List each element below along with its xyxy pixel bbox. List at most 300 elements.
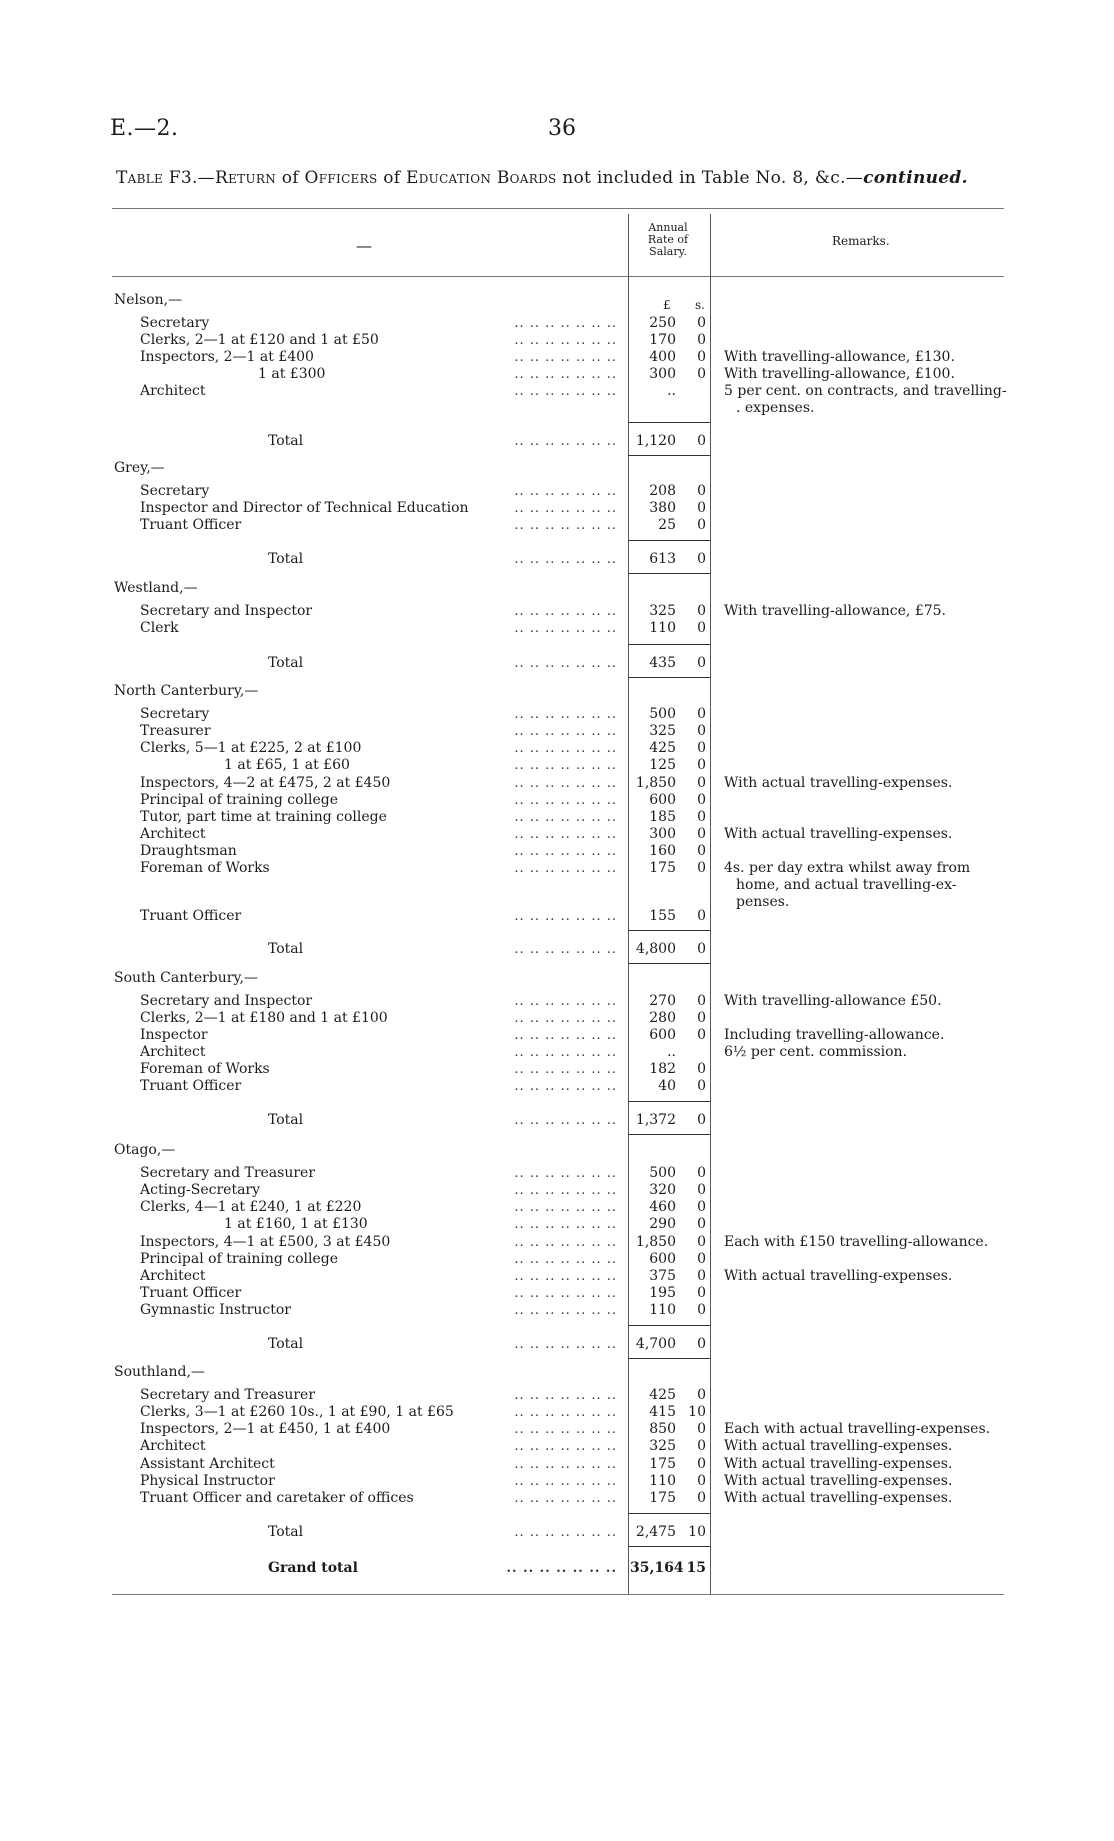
- leader-dots: .. .. .. .. .. .. ..: [514, 909, 617, 924]
- leader-dots: .. .. .. .. .. .. ..: [514, 741, 617, 756]
- salary-pounds: 1,850: [635, 1234, 676, 1250]
- total-row: [0, 941, 1114, 958]
- table-row: [0, 740, 1114, 757]
- leader-dots: .. .. .. .. .. .. ..: [514, 1337, 617, 1352]
- title-continued: continued.: [863, 168, 968, 188]
- officer-label: Clerks, 2—1 at £180 and 1 at £100: [140, 1010, 388, 1026]
- total-shillings: 0: [697, 1336, 706, 1352]
- salary-pounds: 175: [649, 1456, 676, 1472]
- section-heading: Nelson,—: [114, 292, 183, 308]
- remark: With actual travelling-expenses.: [724, 1456, 953, 1472]
- leader-dots: .. .. .. .. .. .. ..: [514, 434, 617, 449]
- total-rule: [628, 1325, 710, 1326]
- leader-dots: .. .. .. .. .. .. ..: [514, 1303, 617, 1318]
- salary-shillings: 0: [697, 483, 706, 499]
- leader-dots: .. .. .. .. .. .. ..: [514, 844, 617, 859]
- remark: With actual travelling-expenses.: [724, 775, 953, 791]
- total-rule: [628, 677, 710, 678]
- remark: With travelling-allowance, £75.: [724, 603, 946, 619]
- table-bottom-rule: [112, 1594, 1004, 1595]
- salary-pounds: 600: [649, 1251, 676, 1267]
- total-rule: [628, 1101, 710, 1102]
- salary-pounds: 600: [649, 1027, 676, 1043]
- salary-pounds: 375: [649, 1268, 676, 1284]
- leader-dots: .. .. .. .. .. .. ..: [514, 776, 617, 791]
- header-salary-line-2: Rate of: [647, 233, 689, 246]
- title-education-boards: Education Boards: [406, 168, 557, 188]
- table-row: [0, 603, 1114, 620]
- header-top-rule: [112, 208, 1004, 209]
- leader-dots: .. .. .. .. .. .. ..: [514, 333, 617, 348]
- table-row: [0, 500, 1114, 517]
- table-row: [0, 826, 1114, 843]
- leader-dots: .. .. .. .. .. .. ..: [514, 1062, 617, 1077]
- salary-shillings: 0: [697, 843, 706, 859]
- salary-shillings: 0: [697, 349, 706, 365]
- salary-shillings: 0: [697, 1387, 706, 1403]
- salary-shillings: 0: [697, 826, 706, 842]
- remark: Including travelling-allowance.: [724, 1027, 945, 1043]
- leader-dots: .. .. .. .. .. .. ..: [506, 1561, 617, 1576]
- leader-dots: .. .. .. .. .. .. ..: [514, 384, 617, 399]
- leader-dots: .. .. .. .. .. .. ..: [514, 484, 617, 499]
- salary-pounds: 415: [649, 1404, 676, 1420]
- salary-shillings: 0: [697, 908, 706, 924]
- leader-dots: .. .. .. .. .. .. ..: [514, 1217, 617, 1232]
- officer-label: Secretary and Inspector: [140, 993, 313, 1009]
- officer-label: Clerks, 2—1 at £120 and 1 at £50: [140, 332, 379, 348]
- salary-shillings: 0: [697, 1216, 706, 1232]
- total-shillings: 0: [697, 551, 706, 567]
- table-row: [0, 315, 1114, 332]
- salary-pounds: 195: [649, 1285, 676, 1301]
- leader-dots: .. .. .. .. .. .. ..: [514, 350, 617, 365]
- officer-label: Truant Officer: [140, 908, 242, 924]
- salary-pounds: 300: [649, 366, 676, 382]
- table-row: [0, 1044, 1114, 1061]
- officer-label: Architect: [140, 826, 206, 842]
- leader-dots: .. .. .. .. .. .. ..: [514, 827, 617, 842]
- table-row: [0, 1456, 1114, 1473]
- table-row: [0, 775, 1114, 792]
- total-pounds: 1,120: [635, 433, 676, 449]
- document-reference: E.—2.: [110, 116, 179, 141]
- salary-pounds: ..: [667, 383, 676, 399]
- salary-pounds: 185: [649, 809, 676, 825]
- salary-shillings: 0: [697, 620, 706, 636]
- table-row: [0, 1421, 1114, 1438]
- total-label: Total: [268, 1336, 304, 1352]
- table-row: [0, 1490, 1114, 1507]
- officer-label: Architect: [140, 1438, 206, 1454]
- remark: With actual travelling-expenses.: [724, 826, 953, 842]
- salary-shillings: 0: [697, 315, 706, 331]
- remark: With travelling-allowance, £130.: [724, 349, 955, 365]
- officer-label: Foreman of Works: [140, 1061, 270, 1077]
- total-pounds: 435: [649, 655, 676, 671]
- leader-dots: .. .. .. .. .. .. ..: [514, 656, 617, 671]
- remark: With actual travelling-expenses.: [724, 1490, 953, 1506]
- officer-label: Assistant Architect: [140, 1456, 275, 1472]
- salary-pounds: 110: [649, 620, 676, 636]
- salary-shillings: 0: [697, 860, 706, 876]
- total-rule: [628, 455, 710, 456]
- salary-shillings: 0: [697, 1234, 706, 1250]
- salary-shillings: 0: [697, 1078, 706, 1094]
- salary-shillings: 0: [697, 809, 706, 825]
- leader-dots: .. .. .. .. .. .. ..: [514, 1252, 617, 1267]
- salary-shillings: 10: [688, 1404, 706, 1420]
- leader-dots: .. .. .. .. .. .. ..: [514, 518, 617, 533]
- leader-dots: .. .. .. .. .. .. ..: [514, 367, 617, 382]
- total-row: [0, 551, 1114, 568]
- remark: With actual travelling-expenses.: [724, 1268, 953, 1284]
- salary-shillings: 0: [697, 500, 706, 516]
- total-label: Total: [268, 433, 304, 449]
- total-shillings: 10: [688, 1524, 706, 1540]
- header-first-column: —: [356, 236, 372, 255]
- leader-dots: .. .. .. .. .. .. ..: [514, 1045, 617, 1060]
- salary-pounds: 460: [649, 1199, 676, 1215]
- table-row: [0, 517, 1114, 534]
- table-row: [0, 1182, 1114, 1199]
- remark: With actual travelling-expenses.: [724, 1473, 953, 1489]
- officer-label: Acting-Secretary: [140, 1182, 261, 1198]
- leader-dots: .. .. .. .. .. .. ..: [514, 1028, 617, 1043]
- total-shillings: 0: [697, 433, 706, 449]
- salary-shillings: 0: [697, 1268, 706, 1284]
- total-rule: [628, 573, 710, 574]
- grand-total-row: [0, 1560, 1114, 1577]
- leader-dots: .. .. .. .. .. .. ..: [514, 1183, 617, 1198]
- leader-dots: .. .. .. .. .. .. ..: [514, 1388, 617, 1403]
- total-row: [0, 1336, 1114, 1353]
- salary-shillings: 0: [697, 603, 706, 619]
- salary-pounds: 25: [658, 517, 676, 533]
- header-salary-line-3: Salary.: [649, 245, 687, 258]
- salary-pounds: 160: [649, 843, 676, 859]
- officer-label: Secretary: [140, 706, 210, 722]
- salary-shillings: 0: [697, 775, 706, 791]
- officer-label: Gymnastic Instructor: [140, 1302, 291, 1318]
- leader-dots: .. .. .. .. .. .. ..: [514, 1269, 617, 1284]
- total-row: [0, 655, 1114, 672]
- remark-continuation: penses.: [736, 894, 790, 910]
- title-return: Return: [214, 168, 276, 188]
- leader-dots: .. .. .. .. .. .. ..: [514, 861, 617, 876]
- leader-dots: .. .. .. .. .. .. ..: [514, 724, 617, 739]
- leader-dots: .. .. .. .. .. .. ..: [514, 707, 617, 722]
- officer-label: Architect: [140, 1268, 206, 1284]
- salary-pounds: 400: [649, 349, 676, 365]
- salary-shillings: 0: [697, 1010, 706, 1026]
- section-heading: Grey,—: [114, 460, 165, 476]
- table-title: [116, 168, 968, 188]
- officer-label: Clerks, 5—1 at £225, 2 at £100: [140, 740, 362, 756]
- officer-label: Truant Officer and caretaker of offices: [140, 1490, 414, 1506]
- section-heading: South Canterbury,—: [114, 970, 258, 986]
- salary-pounds: 425: [649, 740, 676, 756]
- total-pounds: 2,475: [635, 1524, 676, 1540]
- salary-shillings: 0: [697, 1490, 706, 1506]
- officer-label: Architect: [140, 383, 206, 399]
- salary-pounds: 325: [649, 723, 676, 739]
- remark: 6½ per cent. commission.: [724, 1044, 908, 1060]
- leader-dots: .. .. .. .. .. .. ..: [514, 1525, 617, 1540]
- officer-label: Draughtsman: [140, 843, 237, 859]
- salary-pounds: 110: [649, 1473, 676, 1489]
- officer-label: Secretary: [140, 483, 210, 499]
- salary-pounds: 155: [649, 908, 676, 924]
- table-row: [0, 1268, 1114, 1285]
- salary-pounds: 380: [649, 500, 676, 516]
- table-row: [0, 1165, 1114, 1182]
- salary-pounds: 110: [649, 1302, 676, 1318]
- leader-dots: .. .. .. .. .. .. ..: [514, 1166, 617, 1181]
- officer-label: Inspectors, 2—1 at £400: [140, 349, 314, 365]
- table-row: [0, 1251, 1114, 1268]
- leader-dots: .. .. .. .. .. .. ..: [514, 316, 617, 331]
- officer-label: 1 at £160, 1 at £130: [224, 1216, 368, 1232]
- salary-pounds: 300: [649, 826, 676, 842]
- officer-label: Foreman of Works: [140, 860, 270, 876]
- salary-pounds: 270: [649, 993, 676, 1009]
- table-row: [0, 1199, 1114, 1216]
- leader-dots: .. .. .. .. .. .. ..: [514, 1405, 617, 1420]
- total-pounds: 4,800: [635, 941, 676, 957]
- officer-label: Inspector and Director of Technical Education: [140, 500, 469, 516]
- header-remarks: Remarks.: [832, 234, 890, 248]
- officer-label: 1 at £300: [258, 366, 326, 382]
- table-row: [0, 1404, 1114, 1421]
- unit-pounds: £: [663, 298, 671, 312]
- salary-shillings: 0: [697, 1473, 706, 1489]
- total-label: Total: [268, 655, 304, 671]
- salary-pounds: 208: [649, 483, 676, 499]
- salary-pounds: 125: [649, 757, 676, 773]
- salary-pounds: 182: [649, 1061, 676, 1077]
- salary-shillings: 0: [697, 706, 706, 722]
- salary-shillings: 0: [697, 757, 706, 773]
- officer-label: Principal of training college: [140, 1251, 339, 1267]
- total-pounds: 1,372: [635, 1112, 676, 1128]
- salary-pounds: 170: [649, 332, 676, 348]
- table-row: [0, 1438, 1114, 1455]
- total-shillings: 0: [697, 1112, 706, 1128]
- table-row: [0, 383, 1114, 400]
- total-label: Total: [268, 941, 304, 957]
- total-rule: [628, 422, 710, 423]
- total-rule: [628, 930, 710, 931]
- salary-shillings: 0: [697, 1027, 706, 1043]
- salary-shillings: 0: [697, 366, 706, 382]
- total-row: [0, 433, 1114, 450]
- salary-shillings: 0: [697, 1165, 706, 1181]
- table-row: [0, 620, 1114, 637]
- officer-label: Secretary: [140, 315, 210, 331]
- leader-dots: .. .. .. .. .. .. ..: [514, 1011, 617, 1026]
- leader-dots: .. .. .. .. .. .. ..: [514, 1439, 617, 1454]
- officer-label: Physical Instructor: [140, 1473, 275, 1489]
- leader-dots: .. .. .. .. .. .. ..: [514, 1457, 617, 1472]
- grand-total-shillings: 15: [686, 1560, 706, 1576]
- officer-label: Truant Officer: [140, 517, 242, 533]
- salary-pounds: 250: [649, 315, 676, 331]
- table-row: [0, 1302, 1114, 1319]
- officer-label: 1 at £65, 1 at £60: [224, 757, 350, 773]
- total-pounds: 4,700: [635, 1336, 676, 1352]
- officer-label: Inspectors, 2—1 at £450, 1 at £400: [140, 1421, 391, 1437]
- table-row: [0, 1234, 1114, 1251]
- table-row: [0, 908, 1114, 925]
- grand-total-pounds: 35,164: [630, 1560, 684, 1576]
- title-of: of: [276, 168, 305, 188]
- table-row: [0, 1285, 1114, 1302]
- table-row: [0, 349, 1114, 366]
- remark: Each with actual travelling-expenses.: [724, 1421, 991, 1437]
- officer-label: Truant Officer: [140, 1285, 242, 1301]
- section-heading: North Canterbury,—: [114, 683, 259, 699]
- leader-dots: .. .. .. .. .. .. ..: [514, 552, 617, 567]
- title-of2: of: [377, 168, 407, 188]
- total-label: Total: [268, 551, 304, 567]
- total-rule: [628, 1134, 710, 1135]
- total-rule: [628, 644, 710, 645]
- salary-pounds: 175: [649, 860, 676, 876]
- salary-pounds: 600: [649, 792, 676, 808]
- table-row: [0, 723, 1114, 740]
- table-row: [0, 1473, 1114, 1490]
- salary-pounds: ..: [667, 1044, 676, 1060]
- salary-shillings: 0: [697, 993, 706, 1009]
- officer-label: Inspectors, 4—2 at £475, 2 at £450: [140, 775, 391, 791]
- salary-shillings: 0: [697, 1421, 706, 1437]
- salary-shillings: 0: [697, 1285, 706, 1301]
- remark: 5 per cent. on contracts, and travelling-: [724, 383, 1007, 399]
- salary-shillings: 0: [697, 792, 706, 808]
- officer-label: Truant Officer: [140, 1078, 242, 1094]
- total-rule: [628, 1546, 710, 1547]
- officer-label: Clerks, 4—1 at £240, 1 at £220: [140, 1199, 362, 1215]
- officer-label: Clerks, 3—1 at £260 10s., 1 at £90, 1 at £65: [140, 1404, 454, 1420]
- leader-dots: .. .. .. .. .. .. ..: [514, 1113, 617, 1128]
- leader-dots: .. .. .. .. .. .. ..: [514, 501, 617, 516]
- salary-pounds: 500: [649, 706, 676, 722]
- table-row: [0, 843, 1114, 860]
- leader-dots: .. .. .. .. .. .. ..: [514, 793, 617, 808]
- officer-label: Secretary and Treasurer: [140, 1387, 316, 1403]
- table-row: [0, 1010, 1114, 1027]
- salary-shillings: 0: [697, 1438, 706, 1454]
- title-table-label: Table F3.: [116, 168, 198, 188]
- table-row: [0, 792, 1114, 809]
- total-rule: [628, 1513, 710, 1514]
- salary-pounds: 325: [649, 603, 676, 619]
- total-label: Total: [268, 1524, 304, 1540]
- leader-dots: .. .. .. .. .. .. ..: [514, 1422, 617, 1437]
- total-rule: [628, 540, 710, 541]
- officer-label: Inspectors, 4—1 at £500, 3 at £450: [140, 1234, 391, 1250]
- total-rule: [628, 963, 710, 964]
- title-officers: Officers: [304, 168, 378, 188]
- salary-shillings: 0: [697, 517, 706, 533]
- total-rule: [628, 1358, 710, 1359]
- table-row: [0, 1387, 1114, 1404]
- total-shillings: 0: [697, 941, 706, 957]
- remark-continuation: home, and actual travelling-ex-: [736, 877, 957, 893]
- salary-shillings: 0: [697, 1251, 706, 1267]
- salary-shillings: 0: [697, 740, 706, 756]
- total-pounds: 613: [649, 551, 676, 567]
- unit-shillings: s.: [695, 298, 705, 312]
- remark-continuation: . expenses.: [736, 400, 815, 416]
- leader-dots: .. .. .. .. .. .. ..: [514, 1491, 617, 1506]
- salary-pounds: 850: [649, 1421, 676, 1437]
- salary-shillings: 0: [697, 1182, 706, 1198]
- salary-pounds: 320: [649, 1182, 676, 1198]
- salary-pounds: 500: [649, 1165, 676, 1181]
- salary-shillings: 0: [697, 332, 706, 348]
- salary-shillings: 0: [697, 1456, 706, 1472]
- salary-pounds: 175: [649, 1490, 676, 1506]
- table-row: [0, 706, 1114, 723]
- officer-label: Treasurer: [140, 723, 211, 739]
- section-heading: Westland,—: [114, 580, 198, 596]
- table-row: [0, 1061, 1114, 1078]
- table-row: [0, 1078, 1114, 1095]
- header-salary-line-1: Annual: [648, 221, 688, 234]
- table-row: [0, 332, 1114, 349]
- table-row: [0, 483, 1114, 500]
- title-dash: —: [197, 168, 215, 188]
- remark: With travelling-allowance, £100.: [724, 366, 955, 382]
- remark: With actual travelling-expenses.: [724, 1438, 953, 1454]
- officer-label: Tutor, part time at training college: [140, 809, 387, 825]
- salary-pounds: 325: [649, 1438, 676, 1454]
- officer-label: Architect: [140, 1044, 206, 1060]
- leader-dots: .. .. .. .. .. .. ..: [514, 604, 617, 619]
- leader-dots: .. .. .. .. .. .. ..: [514, 1079, 617, 1094]
- leader-dots: .. .. .. .. .. .. ..: [514, 1474, 617, 1489]
- leader-dots: .. .. .. .. .. .. ..: [514, 1200, 617, 1215]
- table-row: [0, 809, 1114, 826]
- salary-pounds: 1,850: [635, 775, 676, 791]
- table-row: [0, 366, 1114, 383]
- page-number: 36: [548, 116, 576, 141]
- table-row: [0, 1216, 1114, 1233]
- total-row: [0, 1524, 1114, 1541]
- table-row: [0, 1027, 1114, 1044]
- leader-dots: .. .. .. .. .. .. ..: [514, 942, 617, 957]
- salary-pounds: 40: [658, 1078, 676, 1094]
- table-row: [0, 757, 1114, 774]
- title-rest: not included in Table No. 8, &c.—: [556, 168, 864, 188]
- remark: Each with £150 travelling-allowance.: [724, 1234, 989, 1250]
- grand-total-label: Grand total: [268, 1560, 358, 1576]
- salary-pounds: 425: [649, 1387, 676, 1403]
- officer-label: Secretary and Inspector: [140, 603, 313, 619]
- table-row: [0, 993, 1114, 1010]
- salary-pounds: 290: [649, 1216, 676, 1232]
- salary-shillings: 0: [697, 723, 706, 739]
- total-row: [0, 1112, 1114, 1129]
- remark: 4s. per day extra whilst away from: [724, 860, 971, 876]
- leader-dots: .. .. .. .. .. .. ..: [514, 621, 617, 636]
- officer-label: Secretary and Treasurer: [140, 1165, 316, 1181]
- section-heading: Otago,—: [114, 1142, 176, 1158]
- leader-dots: .. .. .. .. .. .. ..: [514, 758, 617, 773]
- total-label: Total: [268, 1112, 304, 1128]
